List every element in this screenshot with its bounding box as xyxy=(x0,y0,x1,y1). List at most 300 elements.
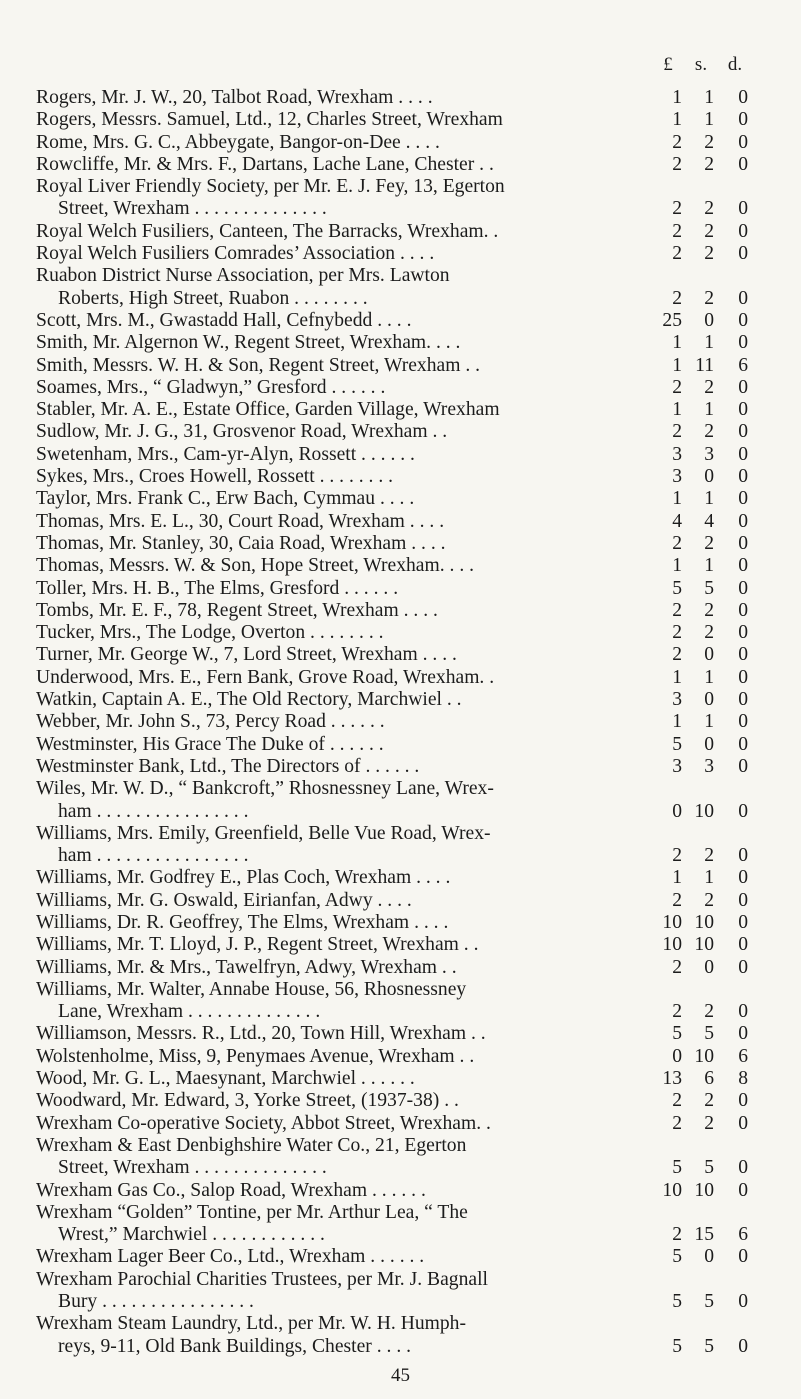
pounds-amount: 1 xyxy=(672,332,682,354)
list-item xyxy=(0,957,801,979)
list-item xyxy=(0,176,801,221)
pounds-amount: 2 xyxy=(672,376,682,398)
entry-text: Rogers, Messrs. Samuel, Ltd., 12, Charles Street, Wrexham xyxy=(36,109,503,131)
pounds-amount: 10 xyxy=(662,911,682,933)
list-item xyxy=(0,87,801,109)
pence-amount: 0 xyxy=(738,889,748,911)
shillings-amount: 2 xyxy=(704,243,714,265)
pounds-amount: 2 xyxy=(672,243,682,265)
shillings-amount: 2 xyxy=(704,845,714,867)
pence-amount: 0 xyxy=(738,911,748,933)
pounds-amount: 3 xyxy=(672,466,682,488)
pence-amount: 0 xyxy=(738,131,748,153)
shillings-amount: 2 xyxy=(704,131,714,153)
shillings-amount: 3 xyxy=(704,755,714,777)
pence-amount: 6 xyxy=(738,1224,748,1246)
pence-amount: 0 xyxy=(738,399,748,421)
shillings-amount: 6 xyxy=(704,1068,714,1090)
list-item xyxy=(0,644,801,666)
entry-text: Tucker, Mrs., The Lodge, Overton . . . . . . . . xyxy=(36,622,384,644)
entry-line xyxy=(0,355,801,377)
entry-line xyxy=(0,511,801,533)
pence-amount: 0 xyxy=(738,443,748,465)
entry-text: Webber, Mr. John S., 73, Percy Road . . . . . . xyxy=(36,711,385,733)
entry-line xyxy=(0,1180,801,1202)
entry-text: Wrexham “Golden” Tontine, per Mr. Arthur Lea, “ The xyxy=(36,1201,468,1223)
entry-text: Royal Liver Friendly Society, per Mr. E. J. Fey, 13, Egerton xyxy=(36,176,505,198)
entry-line xyxy=(0,622,801,644)
pounds-amount: 2 xyxy=(672,153,682,175)
pence-amount: 0 xyxy=(738,867,748,889)
entry-text: Wrexham Co-operative Society, Abbot Street, Wrexham. . xyxy=(36,1112,491,1134)
pounds-amount: 1 xyxy=(672,488,682,510)
entry-text: Westminster, His Grace The Duke of . . . . . . xyxy=(36,733,384,755)
entry-line xyxy=(0,555,801,577)
shillings-amount: 2 xyxy=(704,622,714,644)
entry-line xyxy=(0,1068,801,1090)
shillings-amount: 0 xyxy=(704,956,714,978)
shillings-amount: 5 xyxy=(704,1335,714,1357)
pence-amount: 0 xyxy=(738,332,748,354)
entry-line xyxy=(0,1023,801,1045)
list-item xyxy=(0,1046,801,1068)
list-item xyxy=(0,1269,801,1314)
entry-text: Taylor, Mrs. Frank C., Erw Bach, Cymmau . . . . xyxy=(36,488,415,510)
entry-text: Wiles, Mr. W. D., “ Bankcroft,” Rhosnessney Lane, Wrex- xyxy=(36,778,494,800)
entry-line xyxy=(0,466,801,488)
pence-amount: 0 xyxy=(738,153,748,175)
entry-line xyxy=(0,109,801,131)
entry-line xyxy=(0,1090,801,1112)
shillings-amount: 15 xyxy=(694,1224,714,1246)
entry-line xyxy=(0,176,801,198)
pounds-amount: 5 xyxy=(672,1291,682,1313)
pounds-amount: 5 xyxy=(672,1157,682,1179)
shillings-amount: 5 xyxy=(704,1291,714,1313)
list-item xyxy=(0,934,801,956)
shillings-amount: 2 xyxy=(704,421,714,443)
entry-line xyxy=(0,421,801,443)
list-item xyxy=(0,243,801,265)
pence-amount: 0 xyxy=(738,510,748,532)
entry-continuation-line xyxy=(0,1224,801,1246)
pence-amount: 0 xyxy=(738,1179,748,1201)
shillings-amount: 2 xyxy=(704,198,714,220)
list-item xyxy=(0,555,801,577)
entry-line xyxy=(0,1113,801,1135)
pounds-amount: 10 xyxy=(662,1179,682,1201)
list-item xyxy=(0,1180,801,1202)
pence-amount: 0 xyxy=(738,1335,748,1357)
shillings-amount: 2 xyxy=(704,889,714,911)
entry-text: Royal Welch Fusiliers, Canteen, The Barracks, Wrexham. . xyxy=(36,220,499,242)
pence-amount: 0 xyxy=(738,755,748,777)
pence-amount: 0 xyxy=(738,109,748,131)
shillings-amount: 1 xyxy=(704,555,714,577)
entry-text: Williams, Dr. R. Geoffrey, The Elms, Wrexham . . . . xyxy=(36,911,449,933)
pence-amount: 0 xyxy=(738,599,748,621)
shillings-amount: 1 xyxy=(704,666,714,688)
pence-amount: 0 xyxy=(738,1112,748,1134)
pounds-amount: 5 xyxy=(672,1335,682,1357)
shillings-amount: 1 xyxy=(704,399,714,421)
entry-line xyxy=(0,377,801,399)
entry-text: Soames, Mrs., “ Gladwyn,” Gresford . . . . . . xyxy=(36,376,386,398)
pounds-amount: 2 xyxy=(672,1112,682,1134)
entry-text: Wrexham Lager Beer Co., Ltd., Wrexham . . . . . . xyxy=(36,1246,425,1268)
pounds-amount: 2 xyxy=(672,845,682,867)
entry-text: Wood, Mr. G. L., Maesynant, Marchwiel . . . . . . xyxy=(36,1068,415,1090)
entry-text: Bury . . . . . . . . . . . . . . . . xyxy=(58,1291,254,1313)
entry-line xyxy=(0,332,801,354)
pence-amount: 0 xyxy=(738,845,748,867)
pounds-amount: 0 xyxy=(672,1045,682,1067)
pence-amount: 0 xyxy=(738,198,748,220)
pounds-amount: 1 xyxy=(672,399,682,421)
entry-text: Woodward, Mr. Edward, 3, Yorke Street, (1937-38) . . xyxy=(36,1090,459,1112)
entry-text: Rome, Mrs. G. C., Abbeygate, Bangor-on-Dee . . . . xyxy=(36,131,440,153)
shillings-amount: 5 xyxy=(704,577,714,599)
list-item xyxy=(0,355,801,377)
pence-amount: 0 xyxy=(738,220,748,242)
list-item xyxy=(0,488,801,510)
entry-line xyxy=(0,867,801,889)
entry-line xyxy=(0,689,801,711)
shillings-amount: 2 xyxy=(704,532,714,554)
list-item xyxy=(0,265,801,310)
pence-amount: 0 xyxy=(738,711,748,733)
pence-amount: 0 xyxy=(738,666,748,688)
entry-text: Wrexham Gas Co., Salop Road, Wrexham . . . . . . xyxy=(36,1179,426,1201)
entry-text: Westminster Bank, Ltd., The Directors of . . . . . . xyxy=(36,755,420,777)
list-item xyxy=(0,1090,801,1112)
entry-line xyxy=(0,444,801,466)
entry-continuation-line xyxy=(0,1157,801,1179)
pence-amount: 0 xyxy=(738,934,748,956)
entry-line xyxy=(0,600,801,622)
shillings-amount: 10 xyxy=(694,934,714,956)
entry-line xyxy=(0,399,801,421)
entry-text: Wrest,” Marchwiel . . . . . . . . . . . . xyxy=(58,1224,325,1246)
list-item xyxy=(0,1023,801,1045)
entry-text: Street, Wrexham . . . . . . . . . . . . . . xyxy=(58,1157,327,1179)
pounds-amount: 1 xyxy=(672,711,682,733)
entry-text: Williams, Mr. T. Lloyd, J. P., Regent Street, Wrexham . . xyxy=(36,934,479,956)
list-item xyxy=(0,1246,801,1268)
entry-text: Roberts, High Street, Ruabon . . . . . . . . xyxy=(58,287,368,309)
pence-amount: 0 xyxy=(738,622,748,644)
pence-amount: 0 xyxy=(738,1023,748,1045)
shillings-amount: 10 xyxy=(694,1045,714,1067)
entry-line xyxy=(0,1046,801,1068)
pounds-amount: 1 xyxy=(672,354,682,376)
currency-column-header xyxy=(0,54,801,78)
entry-line xyxy=(0,1246,801,1268)
entry-line xyxy=(0,734,801,756)
pounds-amount: 3 xyxy=(672,689,682,711)
pounds-amount: 3 xyxy=(672,443,682,465)
pounds-amount: 2 xyxy=(672,220,682,242)
entry-continuation-line xyxy=(0,1336,801,1358)
entry-text: Turner, Mr. George W., 7, Lord Street, Wrexham . . . . xyxy=(36,644,457,666)
pence-amount: 0 xyxy=(738,1090,748,1112)
entry-text: Sudlow, Mr. J. G., 31, Grosvenor Road, Wrexham . . xyxy=(36,421,448,443)
list-item xyxy=(0,734,801,756)
entry-line xyxy=(0,644,801,666)
pence-amount: 0 xyxy=(738,87,748,108)
entry-text: Thomas, Messrs. W. & Son, Hope Street, Wrexham. . . . xyxy=(36,555,475,577)
entry-text: Scott, Mrs. M., Gwastadd Hall, Cefnybedd . . . . xyxy=(36,309,412,331)
pounds-amount: 2 xyxy=(672,1001,682,1023)
entry-text: Wrexham Steam Laundry, Ltd., per Mr. W. H. Humph- xyxy=(36,1313,467,1335)
shillings-amount: 10 xyxy=(694,911,714,933)
shillings-amount: 10 xyxy=(694,800,714,822)
entry-line xyxy=(0,87,801,109)
list-item xyxy=(0,1113,801,1135)
entry-text: Swetenham, Mrs., Cam-yr-Alyn, Rossett . . . . . . xyxy=(36,443,415,465)
entry-text: Watkin, Captain A. E., The Old Rectory, Marchwiel . . xyxy=(36,689,462,711)
page-number: 45 xyxy=(391,1365,410,1386)
shillings-amount: 2 xyxy=(704,599,714,621)
entry-line xyxy=(0,957,801,979)
pence-amount: 0 xyxy=(738,1246,748,1268)
pounds-amount: 1 xyxy=(672,555,682,577)
pence-amount: 6 xyxy=(738,1045,748,1067)
shillings-amount: 5 xyxy=(704,1023,714,1045)
entry-line xyxy=(0,1269,801,1291)
list-item xyxy=(0,421,801,443)
pounds-amount: 3 xyxy=(672,755,682,777)
pence-amount: 0 xyxy=(738,243,748,265)
pence-amount: 6 xyxy=(738,354,748,376)
shillings-amount: 2 xyxy=(704,1001,714,1023)
entry-text: ham . . . . . . . . . . . . . . . . xyxy=(58,800,249,822)
entry-text: Underwood, Mrs. E., Fern Bank, Grove Road, Wrexham. . xyxy=(36,666,495,688)
entry-text: Street, Wrexham . . . . . . . . . . . . . . xyxy=(58,198,327,220)
entry-line xyxy=(0,243,801,265)
shillings-amount: 2 xyxy=(704,1112,714,1134)
entry-line xyxy=(0,533,801,555)
entry-continuation-line xyxy=(0,845,801,867)
pounds-amount: 2 xyxy=(672,287,682,309)
pounds-amount: 2 xyxy=(672,599,682,621)
entry-line xyxy=(0,1202,801,1224)
pounds-amount: 25 xyxy=(662,309,682,331)
shillings-amount: 1 xyxy=(704,488,714,510)
list-item xyxy=(0,912,801,934)
pence-amount: 0 xyxy=(738,421,748,443)
entry-line xyxy=(0,912,801,934)
entry-text: Williams, Mrs. Emily, Greenfield, Belle Vue Road, Wrex- xyxy=(36,822,491,844)
pounds-amount: 2 xyxy=(672,644,682,666)
list-item xyxy=(0,756,801,778)
entry-line xyxy=(0,979,801,1001)
shillings-amount: 4 xyxy=(704,510,714,532)
entry-line xyxy=(0,934,801,956)
pounds-amount: 0 xyxy=(672,800,682,822)
pounds-amount: 2 xyxy=(672,622,682,644)
entry-line xyxy=(0,1313,801,1335)
list-item xyxy=(0,132,801,154)
pounds-amount: 1 xyxy=(672,109,682,131)
entry-text: Wolstenholme, Miss, 9, Penymaes Avenue, Wrexham . . xyxy=(36,1045,475,1067)
entry-text: Thomas, Mr. Stanley, 30, Caia Road, Wrexham . . . . xyxy=(36,532,446,554)
shillings-amount: 2 xyxy=(704,287,714,309)
entry-continuation-line xyxy=(0,198,801,220)
pounds-amount: 2 xyxy=(672,421,682,443)
list-item xyxy=(0,711,801,733)
pounds-amount: 2 xyxy=(672,889,682,911)
entry-line xyxy=(0,265,801,287)
shillings-header: s. xyxy=(694,54,708,75)
entry-line xyxy=(0,221,801,243)
entry-text: Rowcliffe, Mr. & Mrs. F., Dartans, Lache Lane, Chester . . xyxy=(36,153,494,175)
entry-text: Toller, Mrs. H. B., The Elms, Gresford . . . . . . xyxy=(36,577,399,599)
list-item xyxy=(0,600,801,622)
pounds-amount: 4 xyxy=(672,510,682,532)
entry-text: Williams, Mr. Godfrey E., Plas Coch, Wrexham . . . . xyxy=(36,867,451,889)
entry-continuation-line xyxy=(0,801,801,823)
entry-text: Smith, Mr. Algernon W., Regent Street, Wrexham. . . . xyxy=(36,332,461,354)
list-item xyxy=(0,578,801,600)
pence-amount: 0 xyxy=(738,1157,748,1179)
entry-text: Rogers, Mr. J. W., 20, Talbot Road, Wrexham . . . . xyxy=(36,87,433,108)
entry-line xyxy=(0,154,801,176)
entry-text: Smith, Messrs. W. H. & Son, Regent Street, Wrexham . . xyxy=(36,354,481,376)
shillings-amount: 1 xyxy=(704,332,714,354)
list-item xyxy=(0,511,801,533)
pounds-amount: 10 xyxy=(662,934,682,956)
pence-header: d. xyxy=(727,54,743,75)
list-item xyxy=(0,867,801,889)
pounds-amount: 5 xyxy=(672,733,682,755)
list-item xyxy=(0,332,801,354)
pounds-amount: 2 xyxy=(672,1090,682,1112)
shillings-amount: 0 xyxy=(704,466,714,488)
list-item xyxy=(0,109,801,131)
pence-amount: 0 xyxy=(738,555,748,577)
entry-text: Wrexham Parochial Charities Trustees, per Mr. J. Bagnall xyxy=(36,1268,488,1290)
list-item xyxy=(0,823,801,868)
pence-amount: 8 xyxy=(738,1068,748,1090)
entry-text: reys, 9-11, Old Bank Buildings, Chester . . . . xyxy=(58,1335,412,1357)
pence-amount: 0 xyxy=(738,1001,748,1023)
pence-amount: 0 xyxy=(738,800,748,822)
entry-line xyxy=(0,1135,801,1157)
list-item xyxy=(0,533,801,555)
list-item xyxy=(0,778,801,823)
pence-amount: 0 xyxy=(738,1291,748,1313)
list-item xyxy=(0,979,801,1024)
entry-text: Tombs, Mr. E. F., 78, Regent Street, Wrexham . . . . xyxy=(36,599,438,621)
pence-amount: 0 xyxy=(738,309,748,331)
list-item xyxy=(0,221,801,243)
entry-line xyxy=(0,667,801,689)
list-item xyxy=(0,466,801,488)
shillings-amount: 1 xyxy=(704,711,714,733)
pence-amount: 0 xyxy=(738,644,748,666)
pence-amount: 0 xyxy=(738,488,748,510)
shillings-amount: 1 xyxy=(704,867,714,889)
pence-amount: 0 xyxy=(738,466,748,488)
list-item xyxy=(0,890,801,912)
entry-continuation-line xyxy=(0,1001,801,1023)
entry-text: Thomas, Mrs. E. L., 30, Court Road, Wrexham . . . . xyxy=(36,510,445,532)
list-item xyxy=(0,399,801,421)
pence-amount: 0 xyxy=(738,577,748,599)
pounds-amount: 2 xyxy=(672,131,682,153)
list-item xyxy=(0,377,801,399)
entry-line xyxy=(0,488,801,510)
entry-line xyxy=(0,778,801,800)
list-item xyxy=(0,1135,801,1180)
list-item xyxy=(0,310,801,332)
pounds-amount: 1 xyxy=(672,666,682,688)
pence-amount: 0 xyxy=(738,689,748,711)
list-item xyxy=(0,1068,801,1090)
shillings-amount: 0 xyxy=(704,733,714,755)
shillings-amount: 1 xyxy=(704,109,714,131)
entry-text: Royal Welch Fusiliers Comrades’ Association . . . . xyxy=(36,243,435,265)
entry-line xyxy=(0,310,801,332)
shillings-amount: 11 xyxy=(695,354,714,376)
list-item xyxy=(0,622,801,644)
entry-text: Williams, Mr. G. Oswald, Eirianfan, Adwy . . . . xyxy=(36,889,412,911)
entry-text: Ruabon District Nurse Association, per Mrs. Lawton xyxy=(36,265,450,287)
entry-line xyxy=(0,132,801,154)
entry-text: Williams, Mr. Walter, Annabe House, 56, Rhosnessney xyxy=(36,978,467,1000)
shillings-amount: 2 xyxy=(704,376,714,398)
entry-line xyxy=(0,711,801,733)
shillings-amount: 2 xyxy=(704,153,714,175)
entry-continuation-line xyxy=(0,1291,801,1313)
entry-line xyxy=(0,756,801,778)
shillings-amount: 0 xyxy=(704,1246,714,1268)
shillings-amount: 0 xyxy=(704,644,714,666)
list-item xyxy=(0,667,801,689)
entry-line xyxy=(0,578,801,600)
list-item xyxy=(0,444,801,466)
pounds-amount: 1 xyxy=(672,87,682,108)
pence-amount: 0 xyxy=(738,956,748,978)
entry-text: Lane, Wrexham . . . . . . . . . . . . . . xyxy=(58,1001,321,1023)
list-item xyxy=(0,1202,801,1247)
shillings-amount: 2 xyxy=(704,220,714,242)
shillings-amount: 0 xyxy=(704,689,714,711)
shillings-amount: 1 xyxy=(704,87,714,108)
pounds-amount: 13 xyxy=(662,1068,682,1090)
pounds-amount: 5 xyxy=(672,1246,682,1268)
pounds-amount: 2 xyxy=(672,532,682,554)
shillings-amount: 10 xyxy=(694,1179,714,1201)
pence-amount: 0 xyxy=(738,376,748,398)
pence-amount: 0 xyxy=(738,287,748,309)
shillings-amount: 3 xyxy=(704,443,714,465)
entry-text: Wrexham & East Denbighshire Water Co., 21, Egerton xyxy=(36,1134,467,1156)
pounds-header: £ xyxy=(663,54,673,75)
shillings-amount: 5 xyxy=(704,1157,714,1179)
list-item xyxy=(0,154,801,176)
pounds-amount: 2 xyxy=(672,1224,682,1246)
pounds-amount: 1 xyxy=(672,867,682,889)
shillings-amount: 0 xyxy=(704,309,714,331)
pence-amount: 0 xyxy=(738,733,748,755)
entry-text: Williams, Mr. & Mrs., Tawelfryn, Adwy, Wrexham . . xyxy=(36,956,457,978)
pounds-amount: 2 xyxy=(672,198,682,220)
entry-text: Williamson, Messrs. R., Ltd., 20, Town Hill, Wrexham . . xyxy=(36,1023,486,1045)
list-item xyxy=(0,1313,801,1358)
shillings-amount: 2 xyxy=(704,1090,714,1112)
